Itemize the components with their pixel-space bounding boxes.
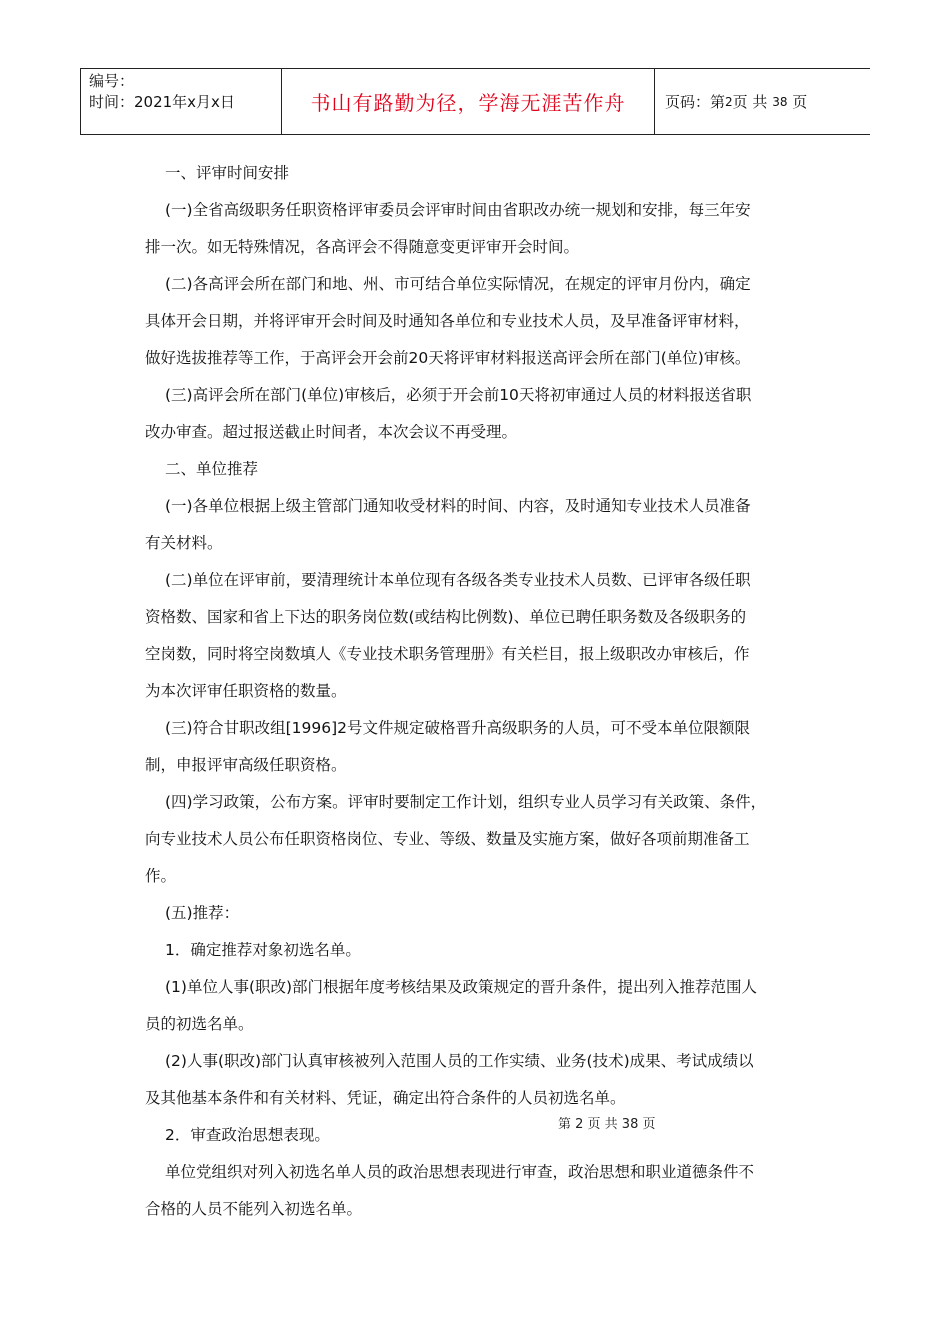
header-meta-cell [81,69,282,134]
body-line: 及其他基本条件和有关材料、凭证，确定出符合条件的人员初选名单。 [145,1089,626,1107]
body-line: (五)推荐： [165,904,240,922]
document-header [80,68,870,135]
body-line: (四)学习政策，公布方案。评审时要制定工作计划，组织专业人员学习有关政策、条件， [165,793,767,811]
body-line: (三)符合甘职改组[1996]2号文件规定破格晋升高级职务的人员，可不受本单位限额限 [165,719,750,737]
body-line: 合格的人员不能列入初选名单。 [145,1200,363,1218]
document-body [145,155,810,1228]
body-line: (一)全省高级职务任职资格评审委员会评审时间由省职改办统一规划和安排，每三年安 [165,201,751,219]
body-line: 一、评审时间安排 [165,164,290,182]
body-line: 空岗数，同时将空岗数填人《专业技术职务管理册》有关栏目，报上级职改办审核后，作 [145,645,750,663]
page-current: 2 [725,94,733,109]
body-line: 二、单位推荐 [165,460,259,478]
body-line: 排一次。如无特殊情况，各高评会不得随意变更评审开会时间。 [145,238,580,256]
header-page-cell [655,69,870,134]
body-line: 资格数、国家和省上下达的职务岗位数(或结构比例数)、单位已聘任职务数及各级职务的 [145,608,747,626]
body-line: 做好选拔推荐等工作，于高评会开会前20天将评审材料报送高评会所在部门(单位)审核。 [145,349,751,367]
body-line: 具体开会日期，并将评审开会时间及时通知各单位和专业技术人员，及早准备评审材料， [145,312,750,330]
document-time-label: 时间：2021年x月x日 [89,93,235,111]
body-line: (1)单位人事(职改)部门根据年度考核结果及政策规定的晋升条件，提出列入推荐范围人 [165,978,758,996]
body-line: (二)各高评会所在部门和地、州、市可结合单位实际情况，在规定的评审月份内，确定 [165,275,751,293]
body-line: 作。 [145,867,177,885]
body-line: 员的初选名单。 [145,1015,254,1033]
body-line: (一)各单位根据上级主管部门通知收受材料的时间、内容，及时通知专业技术人员准备 [165,497,751,515]
body-line: 有关材料。 [145,534,223,552]
footer-page-number: 第 2 页 共 38 页 [558,1117,656,1132]
body-line: 制，申报评审高级任职资格。 [145,756,347,774]
header-motto: 书山有路勤为径，学海无涯苦作舟 [310,91,626,115]
body-line: (2)人事(职改)部门认真审核被列入范围人员的工作实绩、业务(技术)成果、考试成绩以 [165,1052,754,1070]
body-line: 单位党组织对列入初选名单人员的政治思想表现进行审查，政治思想和职业道德条件不 [165,1163,755,1181]
body-line: 改办审查。超过报送截止时间者，本次会议不再受理。 [145,423,518,441]
body-line: 2．审查政治思想表现。 [165,1126,330,1144]
page-total: 38 [772,94,788,109]
document-number-label: 编号： [89,72,135,90]
body-line: (二)单位在评审前，要清理统计本单位现有各级各类专业技术人员数、已评审各级任职 [165,571,751,589]
page-mid: 页 共 [732,93,768,111]
page-label: 页码：第 [665,93,726,111]
body-line: 为本次评审任职资格的数量。 [145,682,347,700]
body-line: 1．确定推荐对象初选名单。 [165,941,361,959]
body-line: (三)高评会所在部门(单位)审核后，必须于开会前10天将初审通过人员的材料报送省职 [165,386,752,404]
page-end: 页 [792,93,808,111]
body-line: 向专业技术人员公布任职资格岗位、专业、等级、数量及实施方案，做好各项前期准备工 [145,830,750,848]
header-motto-cell [282,69,655,134]
